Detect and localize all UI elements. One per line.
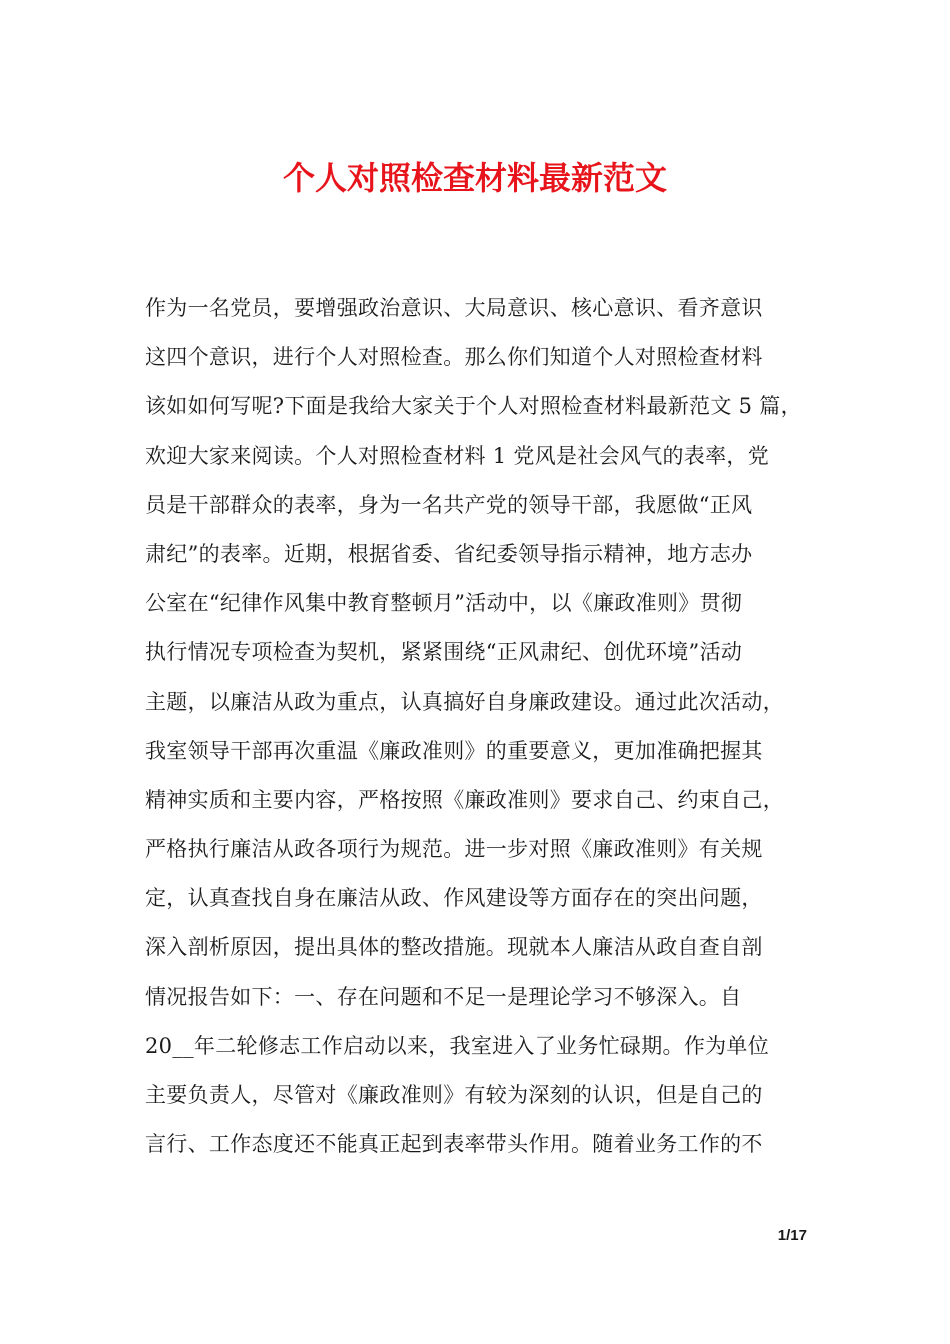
body-line: 这四个意识，进行个人对照检查。那么你们知道个人对照检查材料 [145, 345, 763, 370]
body-line: 20__年二轮修志工作启动以来，我室进入了业务忙碌期。作为单位 [145, 1033, 770, 1058]
page-number: 1/17 [777, 1227, 807, 1244]
body-line: 定，认真查找自身在廉洁从政、作风建设等方面存在的突出问题， [145, 886, 763, 911]
document-body [145, 288, 813, 1173]
body-line: 情况报告如下：一、存在问题和不足一是理论学习不够深入。自 [145, 984, 742, 1009]
body-line: 言行、工作态度还不能真正起到表率带头作用。随着业务工作的不 [145, 1132, 763, 1157]
body-line: 员是干部群众的表率，身为一名共产党的领导干部，我愿做“正风 [145, 492, 753, 517]
body-line: 严格执行廉洁从政各项行为规范。进一步对照《廉政准则》有关规 [145, 837, 763, 862]
page-title: 个人对照检查材料最新范文 [282, 159, 667, 197]
body-line: 肃纪”的表率。近期，根据省委、省纪委领导指示精神，地方志办 [145, 541, 753, 566]
body-line: 我室领导干部再次重温《廉政准则》的重要意义，更加准确把握其 [145, 738, 763, 763]
body-line: 作为一名党员，要增强政治意识、大局意识、核心意识、看齐意识 [145, 296, 763, 320]
body-line: 公室在“纪律作风集中教育整顿月”活动中，以《廉政准则》贯彻 [145, 591, 743, 616]
body-line: 主要负责人，尽管对《廉政准则》有较为深刻的认识，但是自己的 [145, 1083, 763, 1107]
body-line: 欢迎大家来阅读。个人对照检查材料 1 党风是社会风气的表率，党 [145, 443, 770, 468]
body-line: 深入剖析原因，提出具体的整改措施。现就本人廉洁从政自查自剖 [145, 935, 763, 960]
body-line: 主题，以廉洁从政为重点，认真搞好自身廉政建设。通过此次活动， [145, 689, 784, 714]
body-line: 该如如何写呢?下面是我给大家关于个人对照检查材料最新范文 5 篇， [145, 394, 802, 419]
body-line: 执行情况专项检查为契机，紧紧围绕“正风肃纪、创优环境”活动 [145, 640, 743, 665]
body-line: 精神实质和主要内容，严格按照《廉政准则》要求自己、约束自己， [145, 787, 784, 812]
